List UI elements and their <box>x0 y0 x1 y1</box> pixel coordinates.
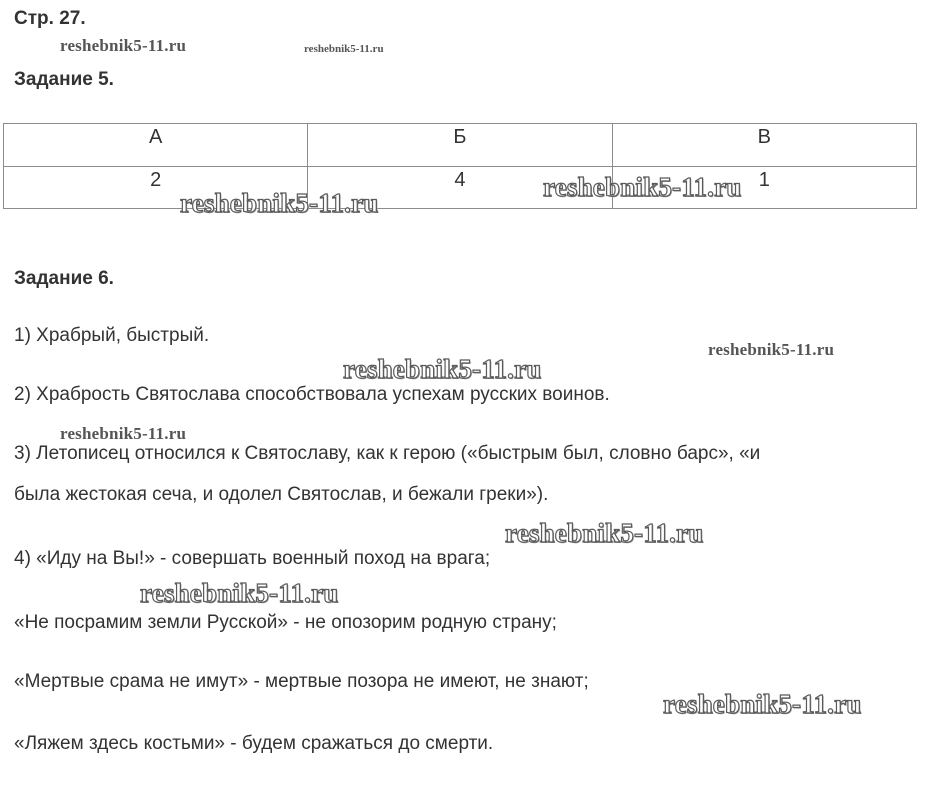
answer-table-value-v: 1 <box>612 167 916 209</box>
page-number: Стр. 27. <box>14 8 86 29</box>
answer-line-3-continued: была жестокая сеча, и одолел Святослав, и бежали греки»). <box>14 484 549 505</box>
watermark: reshebnik5-11.ru <box>505 518 704 548</box>
watermark: reshebnik5-11.ru <box>304 43 384 55</box>
answer-table-value-a: 2 <box>4 167 308 209</box>
answer-table <box>3 123 917 209</box>
watermark: reshebnik5-11.ru <box>708 340 835 359</box>
answer-line-2: 2) Храбрость Святослава способствовала успехам русских воинов. <box>14 384 610 405</box>
task-6-heading: Задание 6. <box>14 268 114 289</box>
answer-line-1: 1) Храбрый, быстрый. <box>14 325 210 346</box>
answer-line-5: «Не посрамим земли Русской» - не опозорим родную страну; <box>14 612 557 633</box>
answer-table-header-row <box>4 124 917 167</box>
answer-line-7: «Ляжем здесь костьми» - будем сражаться до смерти. <box>14 733 494 754</box>
answer-table-value-b: 4 <box>308 167 612 209</box>
answer-table-header-b: Б <box>308 124 612 167</box>
answer-line-3: 3) Летописец относился к Святославу, как к герою («быстрым был, словно барс», «и <box>14 443 761 464</box>
watermark: reshebnik5-11.ru <box>180 188 379 218</box>
watermark: reshebnik5-11.ru <box>663 689 862 719</box>
watermark: reshebnik5-11.ru <box>543 172 742 202</box>
answer-line-4: 4) «Иду на Вы!» - совершать военный поход на врага; <box>14 548 491 569</box>
answer-line-6: «Мертвые срама не имут» - мертвые позора не имеют, не знают; <box>14 671 589 692</box>
watermark: reshebnik5-11.ru <box>140 578 339 608</box>
task-5-heading: Задание 5. <box>14 69 114 90</box>
answer-table-header-v: В <box>612 124 916 167</box>
watermark: reshebnik5-11.ru <box>343 354 542 384</box>
answer-table-header-a: А <box>4 124 308 167</box>
watermark: reshebnik5-11.ru <box>60 424 187 443</box>
watermark: reshebnik5-11.ru <box>60 36 187 55</box>
answer-table-value-row <box>4 167 917 209</box>
